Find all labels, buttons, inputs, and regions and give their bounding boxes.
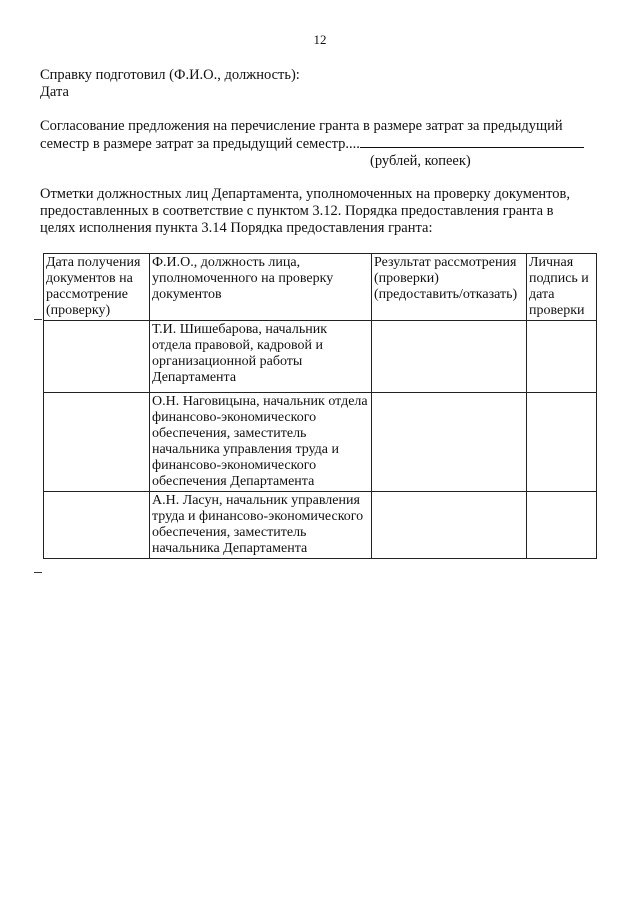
header-signature-date: Личная подпись и дата проверки <box>527 254 597 321</box>
header-official-name: Ф.И.О., должность лица, уполномоченного на проверку документов <box>150 254 372 321</box>
prepared-by-section <box>40 67 610 101</box>
date-cell <box>44 492 150 559</box>
officials-note <box>40 186 610 237</box>
officials-note-line-1: Отметки должностных лиц Департамента, уполномоченных на проверку документов, <box>40 186 571 202</box>
approval-text-line-1: Согласование предложения на перечисление гранта в размере затрат за предыдущий <box>40 118 563 134</box>
page-number: 12 <box>313 32 327 47</box>
official-cell: А.Н. Ласун, начальник управления труда и финансово-экономического обеспечения, заместитель начальника Департамента <box>150 492 372 559</box>
approval-text-line-2 <box>40 135 610 153</box>
table-header-row <box>44 254 597 321</box>
table-row <box>44 321 597 393</box>
signature-cell <box>527 393 597 492</box>
date-label: Дата <box>40 84 69 100</box>
header-review-result: Результат рассмотрения (проверки) (предоставить/отказать) <box>372 254 527 321</box>
date-cell <box>44 321 150 393</box>
prepared-by-label: Справку подготовил (Ф.И.О., должность): <box>40 67 300 83</box>
signature-table <box>43 253 597 559</box>
table-row <box>44 492 597 559</box>
officials-note-line-3: целях исполнения пункта 3.14 Порядка предоставления гранта: <box>40 220 433 236</box>
scan-margin-mark <box>34 319 42 320</box>
scan-margin-mark <box>34 572 42 573</box>
result-cell <box>372 393 527 492</box>
amount-field-underline <box>360 135 584 148</box>
officials-note-line-2: предоставленных в соответствие с пунктом 3.12. Порядка предоставления гранта в <box>40 203 554 219</box>
result-cell <box>372 492 527 559</box>
signature-cell <box>527 321 597 393</box>
table-row <box>44 393 597 492</box>
official-cell: О.Н. Наговицына, начальник отдела финансово-экономического обеспечения, заместитель начальника управления труда и финансово-экономического обеспечения Департамента <box>150 393 372 492</box>
signature-cell <box>527 492 597 559</box>
result-cell <box>372 321 527 393</box>
approval-text: семестр в размере затрат за предыдущий семестр.... <box>40 136 360 152</box>
header-date-received: Дата получения документов на рассмотрение (проверку) <box>44 254 150 321</box>
amount-caption: (рублей, копеек) <box>370 153 471 169</box>
official-cell: Т.И. Шишебарова, начальник отдела правовой, кадровой и организационной работы Департамента <box>150 321 372 393</box>
date-cell <box>44 393 150 492</box>
approval-section <box>40 118 610 153</box>
